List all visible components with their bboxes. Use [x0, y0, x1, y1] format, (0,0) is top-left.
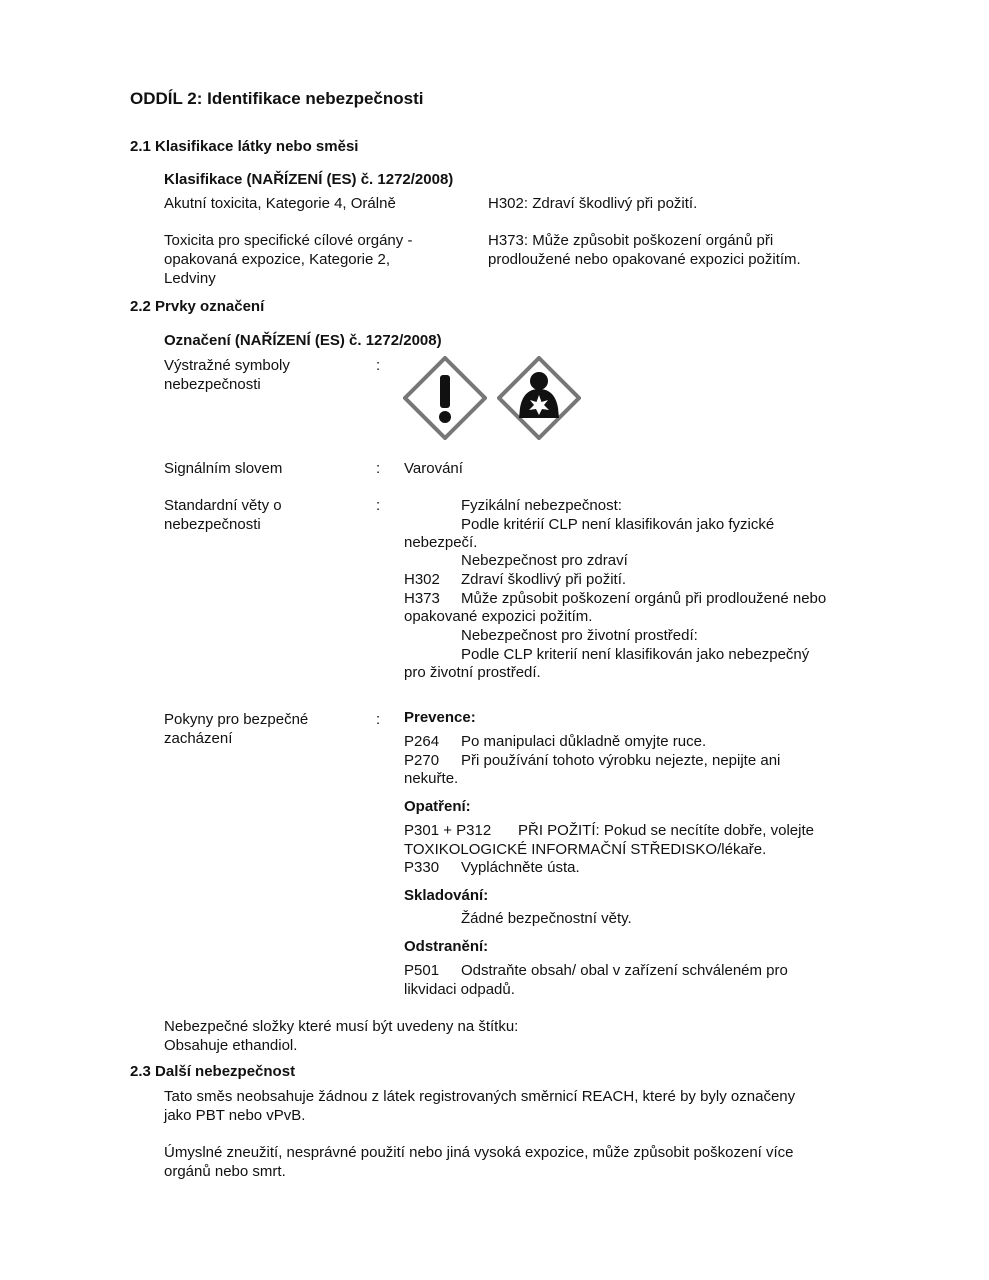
section-title: ODDÍL 2: Identifikace nebezpečnosti [130, 89, 424, 108]
classification-row-1-left: Akutní toxicita, Kategorie 4, Orálně [164, 195, 396, 212]
colon: : [376, 711, 381, 728]
labelling-subheading: Označení (NAŘÍZENÍ (ES) č. 1272/2008) [164, 332, 442, 349]
hazard-statements-label-line-1: Standardní věty o [164, 497, 282, 514]
h302-text: Zdraví škodlivý při požití. [461, 571, 627, 588]
response-heading: Opatření: [404, 798, 471, 815]
p264-code: P264 [404, 733, 440, 750]
classification-row-2-left-line-1: Toxicita pro specifické cílové orgány - [164, 232, 413, 249]
precaution-label-line-2: zacházení [164, 730, 233, 747]
storage-text: Žádné bezpečnostní věty. [461, 910, 632, 927]
label-components-line-1: Nebezpečné složky které musí být uvedeny na štítku: [164, 1018, 519, 1035]
other-hazards-para-1-line-2: jako PBT nebo vPvB. [164, 1107, 306, 1124]
other-hazards-para-2-line-2: orgánů nebo smrt. [164, 1163, 286, 1180]
p330-code: P330 [404, 859, 440, 876]
health-hazard-heading: Nebezpečnost pro zdraví [461, 552, 628, 569]
classification-subheading: Klasifikace (NAŘÍZENÍ (ES) č. 1272/2008) [164, 171, 454, 188]
section-2-1-heading: 2.1 Klasifikace látky nebo směsi [130, 138, 359, 155]
classification-row-2-left-line-2: opakovaná expozice, Kategorie 2, [164, 251, 390, 268]
symbols-label-line-2: nebezpečnosti [164, 376, 261, 393]
classification-row-2-left-line-3: Ledviny [164, 270, 216, 287]
symbols-label-line-1: Výstražné symboly [164, 357, 290, 374]
colon: : [376, 460, 381, 477]
p501-code: P501 [404, 962, 440, 979]
p270-text-line-1: Při používání tohoto výrobku nejezte, nepijte ani [461, 752, 781, 769]
colon: : [376, 497, 381, 514]
label-components-line-2: Obsahuje ethandiol. [164, 1037, 298, 1054]
environment-hazard-text-line-1: Podle CLP kriterií není klasifikován jako nebezpečný [461, 646, 810, 663]
classification-row-1-right: H302: Zdraví škodlivý při požití. [488, 195, 698, 212]
other-hazards-para-1-line-1: Tato směs neobsahuje žádnou z látek registrovaných směrnicí REACH, které by byly označeny [164, 1088, 796, 1105]
physical-hazard-text-line-2: nebezpečí. [404, 534, 478, 551]
h302-code: H302 [404, 571, 440, 588]
health-hazard-pictogram-icon [497, 356, 581, 440]
disposal-heading: Odstranění: [404, 938, 489, 955]
colon: : [376, 357, 381, 374]
hazard-statements-label-line-2: nebezpečnosti [164, 516, 261, 533]
p501-text-line-2: likvidaci odpadů. [404, 981, 515, 998]
p301-text-line-2: TOXIKOLOGICKÉ INFORMAČNÍ STŘEDISKO/lékaře. [404, 841, 767, 858]
signal-word-label: Signálním slovem [164, 460, 283, 477]
exclamation-mark-pictogram-icon [403, 356, 487, 440]
physical-hazard-text-line-1: Podle kritérií CLP není klasifikován jako fyzické [461, 516, 775, 533]
p270-code: P270 [404, 752, 440, 769]
classification-row-2-right-line-2: prodloužené nebo opakované expozici požitím. [488, 251, 801, 268]
p501-text-line-1: Odstraňte obsah/ obal v zařízení schváleném pro [461, 962, 788, 979]
p301-code: P301 + P312 [404, 822, 492, 839]
h373-code: H373 [404, 590, 440, 607]
environment-hazard-text-line-2: pro životní prostředí. [404, 664, 541, 681]
p270-text-line-2: nekuřte. [404, 770, 459, 787]
p330-text: Vypláchněte ústa. [461, 859, 580, 876]
physical-hazard-heading: Fyzikální nebezpečnost: [461, 497, 622, 514]
environment-hazard-heading: Nebezpečnost pro životní prostředí: [461, 627, 698, 644]
classification-row-2-right-line-1: H373: Může způsobit poškození orgánů při [488, 232, 774, 249]
h373-text-line-1: Může způsobit poškození orgánů při prodloužené nebo [461, 590, 827, 607]
h373-text-line-2: opakované expozici požitím. [404, 608, 593, 625]
p264-text: Po manipulaci důkladně omyjte ruce. [461, 733, 707, 750]
p301-text-line-1: PŘI POŽITÍ: Pokud se necítíte dobře, volejte [518, 822, 814, 839]
other-hazards-para-2-line-1: Úmyslné zneužití, nesprávné použití nebo jiná vysoká expozice, může způsobit poškození více [164, 1144, 794, 1161]
prevention-heading: Prevence: [404, 709, 476, 726]
section-2-2-heading: 2.2 Prvky označení [130, 298, 265, 315]
storage-heading: Skladování: [404, 887, 489, 904]
precaution-label-line-1: Pokyny pro bezpečné [164, 711, 309, 728]
section-2-3-heading: 2.3 Další nebezpečnost [130, 1063, 296, 1080]
signal-word-value: Varování [404, 460, 463, 477]
